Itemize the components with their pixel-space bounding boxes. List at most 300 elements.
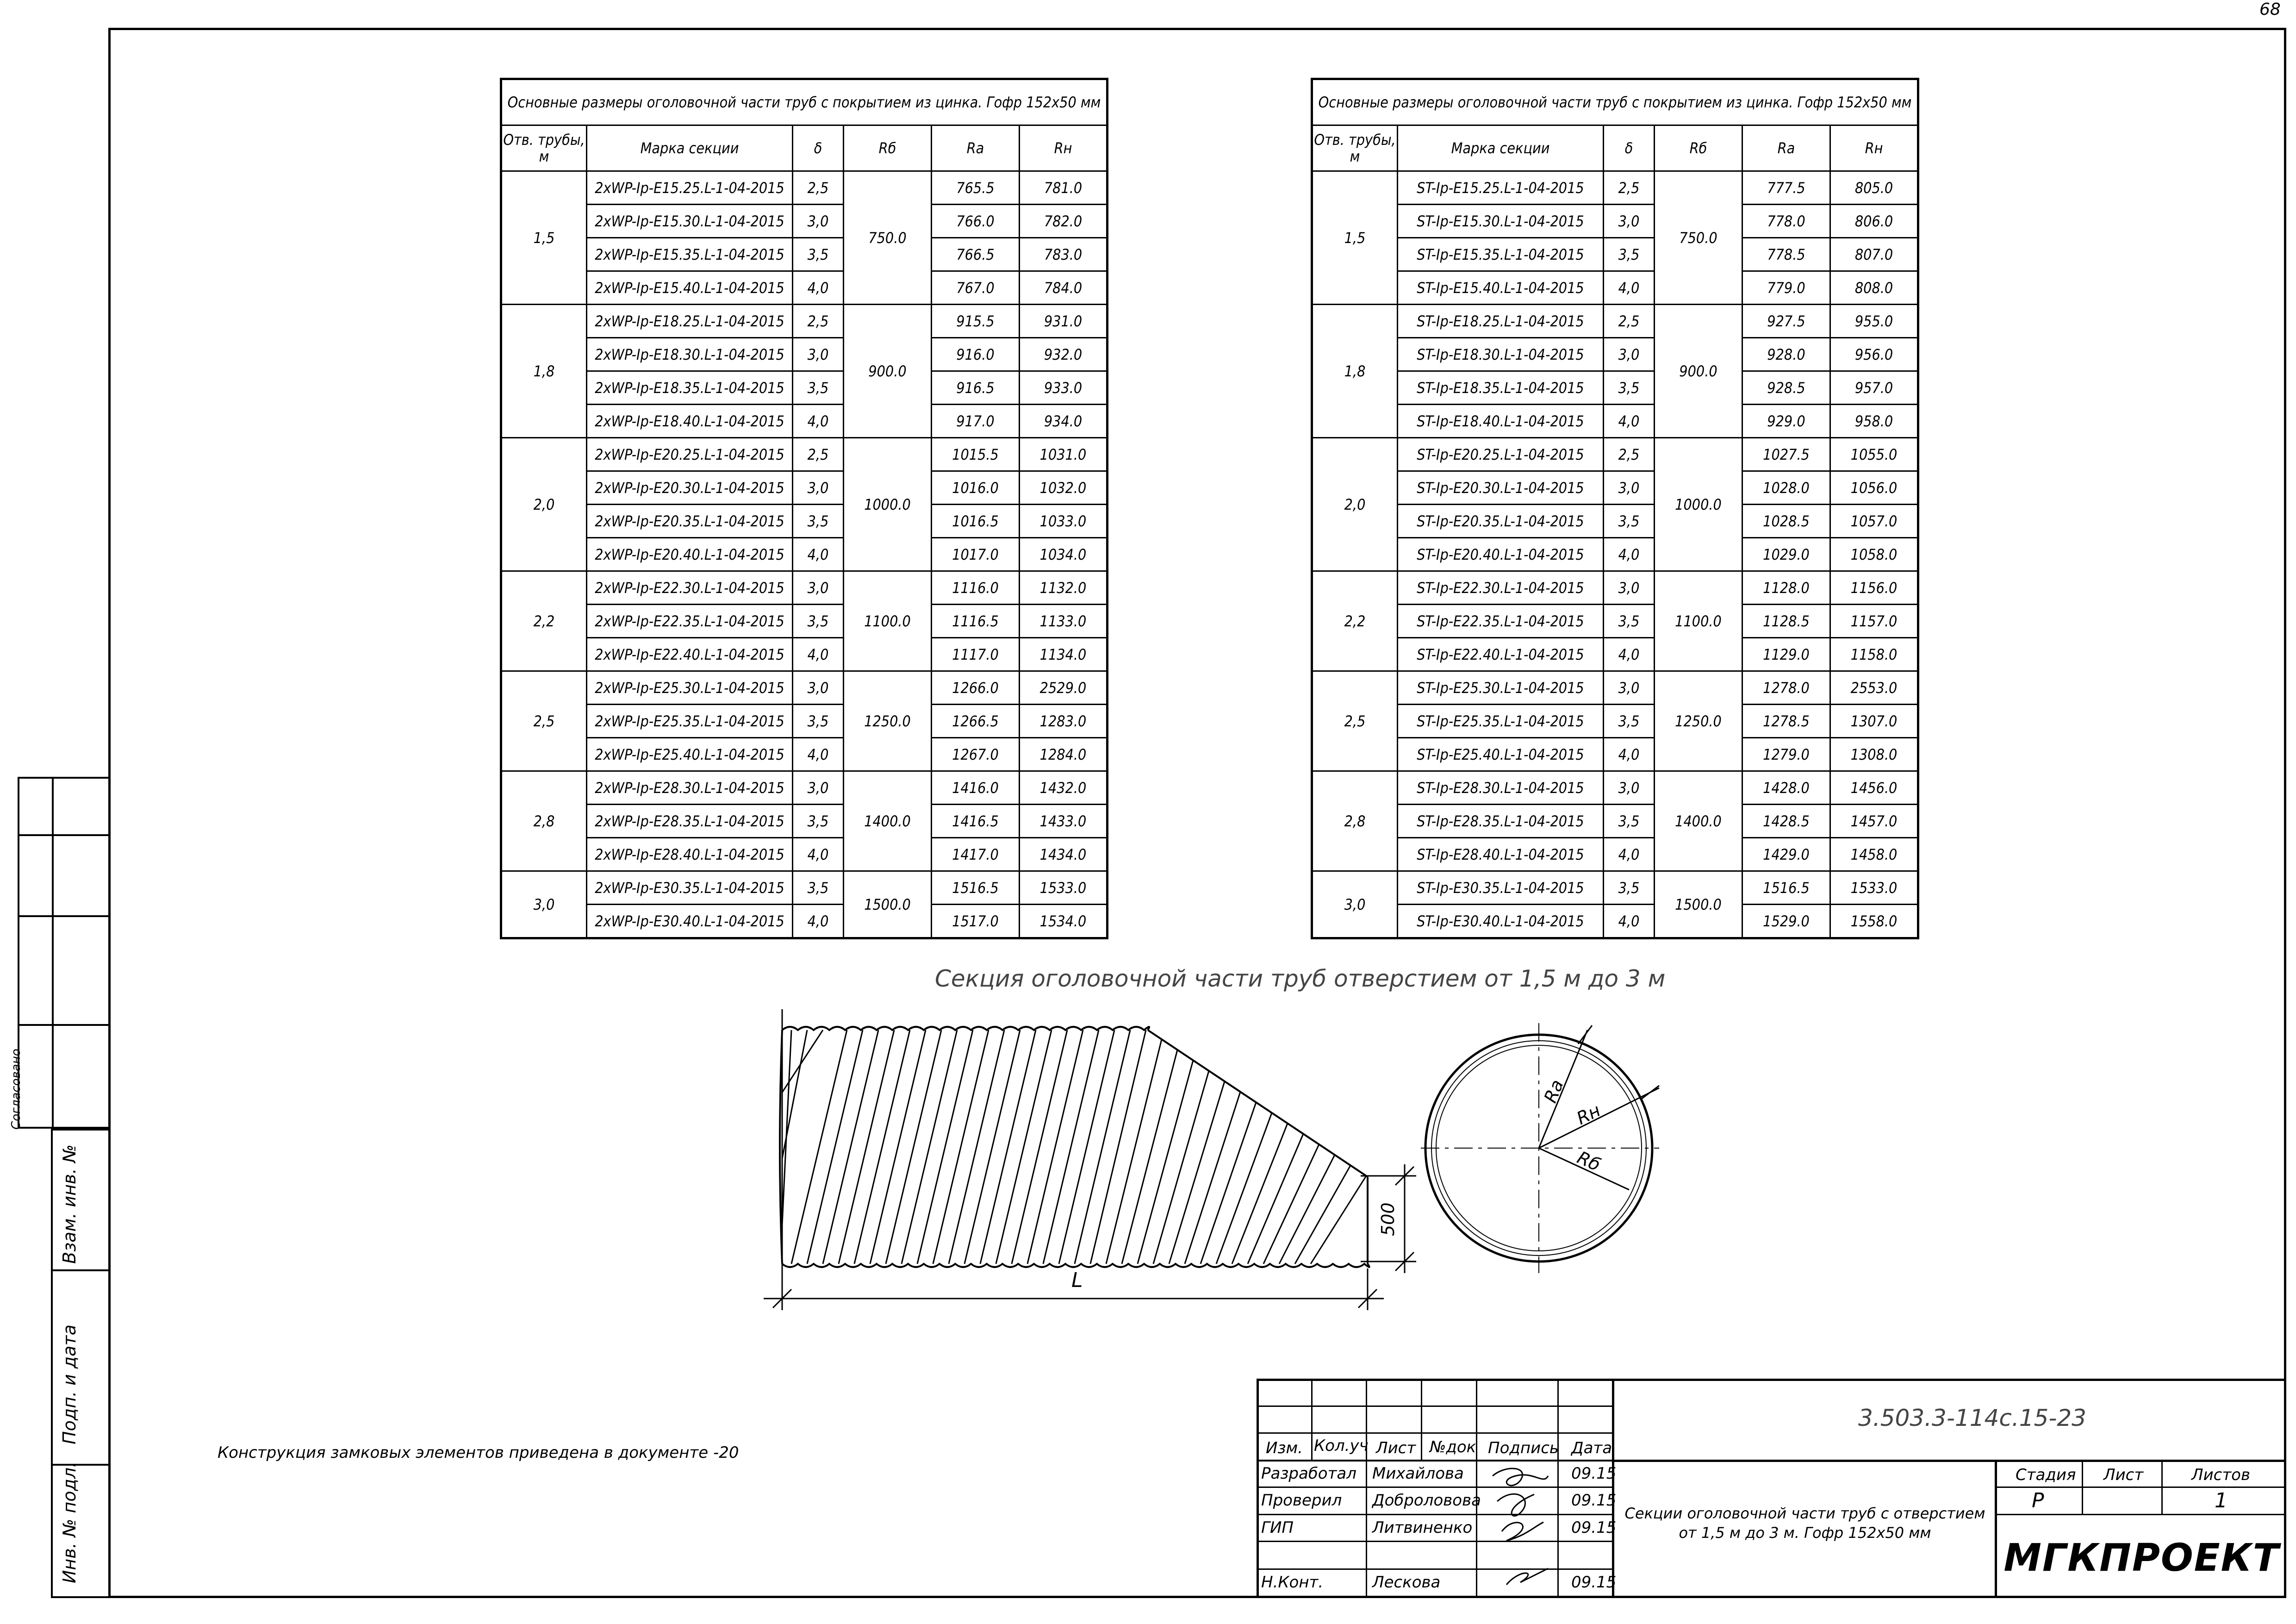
ra-cell: 1429.0 [1742, 838, 1830, 871]
ra-cell: 778.5 [1742, 238, 1830, 271]
ra-cell: 1517.0 [932, 905, 1020, 938]
table-row [501, 738, 1108, 771]
rn-cell: 783.0 [1020, 238, 1108, 271]
corrugation-line [902, 1030, 957, 1264]
thickness-cell: 3,5 [793, 805, 844, 838]
rn-cell: 932.0 [1020, 338, 1108, 371]
label-rb: Rб [1574, 1147, 1604, 1175]
ra-cell: 766.0 [932, 205, 1020, 238]
corrugation-line [1059, 1030, 1114, 1264]
section-drawing [759, 1009, 1675, 1324]
thickness-cell: 3,5 [793, 605, 844, 638]
thickness-cell: 2,5 [1604, 171, 1655, 205]
ra-cell: 916.5 [932, 371, 1020, 405]
thickness-cell: 2,5 [793, 171, 844, 205]
mark-cell: ST-Ip-E20.25.L-1-04-2015 [1398, 438, 1604, 471]
rb-cell: 750.0 [1655, 171, 1742, 305]
sheets-label: Листов [2191, 1466, 2251, 1484]
ra-cell: 1128.0 [1742, 571, 1830, 605]
ra-cell: 1016.0 [932, 471, 1020, 505]
ra-cell: 1416.5 [932, 805, 1020, 838]
rn-cell: 933.0 [1020, 371, 1108, 405]
rn-cell: 781.0 [1020, 171, 1108, 205]
spec-table-2 [1311, 78, 1919, 939]
opening-cell: 3,0 [1312, 871, 1398, 938]
mark-cell: 2xWP-Ip-E15.30.L-1-04-2015 [587, 205, 793, 238]
rb-cell: 1400.0 [1655, 771, 1742, 871]
ra-cell: 1128.5 [1742, 605, 1830, 638]
thickness-cell: 3,0 [1604, 205, 1655, 238]
ra-cell: 1029.0 [1742, 538, 1830, 571]
corrugation-line [1138, 1060, 1193, 1264]
column-header: Ra [932, 125, 1020, 171]
table-row [501, 805, 1108, 838]
corrugation-line [1169, 1081, 1225, 1264]
person-name: Литвиненко [1372, 1518, 1473, 1537]
mark-cell: ST-Ip-E20.30.L-1-04-2015 [1398, 471, 1604, 505]
mark-cell: ST-Ip-E25.30.L-1-04-2015 [1398, 671, 1604, 705]
ra-cell: 777.5 [1742, 171, 1830, 205]
thickness-cell: 3,5 [793, 705, 844, 738]
ra-cell: 779.0 [1742, 271, 1830, 305]
ra-cell: 1516.5 [932, 871, 1020, 905]
ra-cell: 1428.0 [1742, 771, 1830, 805]
label-ra: Ra [1540, 1076, 1568, 1106]
column-header: Марка секции [1398, 125, 1604, 171]
person-name: Доброловова [1372, 1491, 1481, 1510]
rn-cell: 1034.0 [1020, 538, 1108, 571]
rn-cell: 782.0 [1020, 205, 1108, 238]
column-header: Отв. трубы, м [1312, 125, 1398, 171]
rb-cell: 900.0 [1655, 305, 1742, 438]
table-row [501, 605, 1108, 638]
ra-cell: 765.5 [932, 171, 1020, 205]
length-label: L [1071, 1268, 1083, 1292]
thickness-cell: 3,5 [1604, 705, 1655, 738]
rn-cell: 2529.0 [1020, 671, 1108, 705]
opening-cell: 2,8 [501, 771, 587, 871]
ra-cell: 1027.5 [1742, 438, 1830, 471]
thickness-cell: 2,5 [793, 438, 844, 471]
hdr-podpis: Подпись [1488, 1439, 1559, 1457]
signatures [1479, 1462, 1557, 1596]
thickness-cell: 3,0 [793, 671, 844, 705]
mark-cell: ST-Ip-E15.25.L-1-04-2015 [1398, 171, 1604, 205]
sheet-label: Лист [2103, 1466, 2144, 1484]
section-bottom-edge [782, 1264, 1369, 1267]
mark-cell: ST-Ip-E18.35.L-1-04-2015 [1398, 371, 1604, 405]
table-row [1312, 738, 1918, 771]
rn-cell: 1132.0 [1020, 571, 1108, 605]
table-row [1312, 305, 1918, 338]
mark-cell: ST-Ip-E25.35.L-1-04-2015 [1398, 705, 1604, 738]
mark-cell: ST-Ip-E15.35.L-1-04-2015 [1398, 238, 1604, 271]
table-row [501, 238, 1108, 271]
rb-cell: 1250.0 [1655, 671, 1742, 771]
table-row [501, 471, 1108, 505]
opening-cell: 1,8 [501, 305, 587, 438]
corrugation-line [1185, 1092, 1240, 1264]
thickness-cell: 3,0 [1604, 771, 1655, 805]
rn-cell: 1056.0 [1830, 471, 1918, 505]
column-header: Rб [844, 125, 932, 171]
thickness-cell: 4,0 [1604, 538, 1655, 571]
table-row [501, 271, 1108, 305]
ra-cell: 916.0 [932, 338, 1020, 371]
mark-cell: ST-Ip-E28.30.L-1-04-2015 [1398, 771, 1604, 805]
thickness-cell: 3,5 [1604, 605, 1655, 638]
thickness-cell: 4,0 [1604, 838, 1655, 871]
table-row [1312, 771, 1918, 805]
mark-cell: 2xWP-Ip-E20.35.L-1-04-2015 [587, 505, 793, 538]
thickness-cell: 4,0 [793, 905, 844, 938]
rn-cell: 805.0 [1830, 171, 1918, 205]
ra-cell: 917.0 [932, 405, 1020, 438]
table-row [1312, 338, 1918, 371]
corrugation-line [782, 1030, 807, 1159]
thickness-cell: 4,0 [793, 405, 844, 438]
corrugation-line [782, 1030, 823, 1093]
opening-cell: 3,0 [501, 871, 587, 938]
table-row [1312, 505, 1918, 538]
thickness-cell: 4,0 [1604, 738, 1655, 771]
opening-cell: 2,2 [501, 571, 587, 671]
table-row [1312, 671, 1918, 705]
rn-cell: 931.0 [1020, 305, 1108, 338]
table-row [501, 705, 1108, 738]
rb-cell: 1500.0 [844, 871, 932, 938]
corrugation-line [964, 1030, 1020, 1264]
thickness-cell: 3,5 [793, 371, 844, 405]
ra-cell: 1279.0 [1742, 738, 1830, 771]
mark-cell: ST-Ip-E15.40.L-1-04-2015 [1398, 271, 1604, 305]
thickness-cell: 3,0 [793, 771, 844, 805]
rn-cell: 1133.0 [1020, 605, 1108, 638]
corrugation-line [1075, 1030, 1130, 1264]
ra-cell: 928.5 [1742, 371, 1830, 405]
thickness-cell: 3,0 [1604, 671, 1655, 705]
rn-cell: 1032.0 [1020, 471, 1108, 505]
ra-cell: 1529.0 [1742, 905, 1830, 938]
rn-cell: 1156.0 [1830, 571, 1918, 605]
table-row [1312, 838, 1918, 871]
corrugation-line [1153, 1071, 1209, 1264]
rn-cell: 1433.0 [1020, 805, 1108, 838]
mark-cell: 2xWP-Ip-E28.30.L-1-04-2015 [587, 771, 793, 805]
table-row [1312, 271, 1918, 305]
corrugation-line [1090, 1030, 1146, 1264]
ra-cell: 1116.0 [932, 571, 1020, 605]
rb-cell: 1100.0 [844, 571, 932, 671]
mark-cell: 2xWP-Ip-E18.35.L-1-04-2015 [587, 371, 793, 405]
corrugation-line [870, 1030, 926, 1264]
mark-cell: ST-Ip-E25.40.L-1-04-2015 [1398, 738, 1604, 771]
table-row [1312, 905, 1918, 938]
stage-value: Р [2032, 1489, 2044, 1512]
ra-cell: 1516.5 [1742, 871, 1830, 905]
table-row [1312, 705, 1918, 738]
ra-cell: 1028.0 [1742, 471, 1830, 505]
mark-cell: 2xWP-Ip-E18.40.L-1-04-2015 [587, 405, 793, 438]
table-row [501, 505, 1108, 538]
rb-cell: 1100.0 [1655, 571, 1742, 671]
opening-cell: 2,5 [501, 671, 587, 771]
person-role: Н.Конт. [1261, 1573, 1324, 1592]
ra-cell: 1129.0 [1742, 638, 1830, 671]
thickness-cell: 3,0 [1604, 471, 1655, 505]
ra-cell: 1278.5 [1742, 705, 1830, 738]
corrugation-line [996, 1030, 1052, 1264]
person-name: Михайлова [1372, 1464, 1464, 1483]
rn-cell: 784.0 [1020, 271, 1108, 305]
table-row [1312, 471, 1918, 505]
corrugation-line [839, 1030, 894, 1264]
height-label: 500 [1378, 1202, 1398, 1236]
table-title: Основные размеры оголовочной части труб с покрытием из цинка. Гофр 152х50 мм [501, 79, 1108, 125]
rn-cell: 1134.0 [1020, 638, 1108, 671]
rn-cell: 1457.0 [1830, 805, 1918, 838]
thickness-cell: 4,0 [793, 738, 844, 771]
ra-cell: 766.5 [932, 238, 1020, 271]
section-side-view [780, 1027, 1369, 1267]
rn-cell: 1456.0 [1830, 771, 1918, 805]
mark-cell: ST-Ip-E22.40.L-1-04-2015 [1398, 638, 1604, 671]
mark-cell: 2xWP-Ip-E15.40.L-1-04-2015 [587, 271, 793, 305]
rb-cell: 750.0 [844, 171, 932, 305]
table-row [1312, 371, 1918, 405]
corrugation-line [886, 1030, 941, 1264]
corrugation-line [1201, 1102, 1256, 1264]
ra-cell: 1017.0 [932, 538, 1020, 571]
mark-cell: 2xWP-Ip-E20.25.L-1-04-2015 [587, 438, 793, 471]
label-rn: Rн [1573, 1100, 1604, 1129]
table-row [501, 671, 1108, 705]
ra-cell: 1428.5 [1742, 805, 1830, 838]
mark-cell: ST-Ip-E22.35.L-1-04-2015 [1398, 605, 1604, 638]
ra-cell: 1266.0 [932, 671, 1020, 705]
thickness-cell: 2,5 [1604, 438, 1655, 471]
corrugation-line [1027, 1030, 1083, 1264]
column-header: Rн [1020, 125, 1108, 171]
opening-cell: 1,8 [1312, 305, 1398, 438]
corrugation-line [949, 1030, 1004, 1264]
corrugation-line [1043, 1030, 1099, 1264]
ra-cell: 1266.5 [932, 705, 1020, 738]
column-header: Rб [1655, 125, 1742, 171]
thickness-cell: 3,0 [1604, 338, 1655, 371]
table-row [1312, 171, 1918, 205]
table-row [1312, 805, 1918, 838]
rn-cell: 1458.0 [1830, 838, 1918, 871]
thickness-cell: 4,0 [793, 538, 844, 571]
table-row [1312, 205, 1918, 238]
thickness-cell: 3,5 [1604, 371, 1655, 405]
thickness-cell: 3,0 [793, 471, 844, 505]
thickness-cell: 3,5 [1604, 505, 1655, 538]
column-header: δ [1604, 125, 1655, 171]
rn-cell: 956.0 [1830, 338, 1918, 371]
table-row [1312, 538, 1918, 571]
table-row [501, 538, 1108, 571]
table-row [1312, 405, 1918, 438]
table-row [501, 438, 1108, 471]
person-role: ГИП [1261, 1518, 1294, 1537]
rn-cell: 1158.0 [1830, 638, 1918, 671]
company-logo [1999, 1536, 2284, 1580]
ra-cell: 1267.0 [932, 738, 1020, 771]
doc-code: 3.503.3-114с.15-23 [1858, 1405, 2086, 1431]
mark-cell: 2xWP-Ip-E15.35.L-1-04-2015 [587, 238, 793, 271]
thickness-cell: 3,5 [1604, 871, 1655, 905]
table-row [501, 871, 1108, 905]
rn-cell: 957.0 [1830, 371, 1918, 405]
ra-cell: 1278.0 [1742, 671, 1830, 705]
mark-cell: ST-Ip-E18.40.L-1-04-2015 [1398, 405, 1604, 438]
mark-cell: 2xWP-Ip-E20.30.L-1-04-2015 [587, 471, 793, 505]
rb-cell: 1400.0 [844, 771, 932, 871]
rn-cell: 1283.0 [1020, 705, 1108, 738]
column-header: Марка секции [587, 125, 793, 171]
sheet-title-text: Секции оголовочной части труб с отверстием от 1,5 м до 3 м. Гофр 152х50 мм [1624, 1505, 1985, 1542]
rn-cell: 955.0 [1830, 305, 1918, 338]
table-row [501, 571, 1108, 605]
thickness-cell: 3,5 [1604, 805, 1655, 838]
stage-label: Стадия [2016, 1466, 2076, 1484]
mark-cell: 2xWP-Ip-E25.40.L-1-04-2015 [587, 738, 793, 771]
mark-cell: 2xWP-Ip-E28.35.L-1-04-2015 [587, 805, 793, 838]
table-row [501, 205, 1108, 238]
company-logo-text: МГКПРОЕКТ [2004, 1536, 2280, 1580]
rb-cell: 1000.0 [1655, 438, 1742, 571]
sheet-title [1622, 1504, 1988, 1543]
ra-cell: 767.0 [932, 271, 1020, 305]
table-row [1312, 571, 1918, 605]
thickness-cell: 3,5 [793, 871, 844, 905]
ra-cell: 1015.5 [932, 438, 1020, 471]
mark-cell: 2xWP-Ip-E22.35.L-1-04-2015 [587, 605, 793, 638]
corrugation-line [854, 1030, 910, 1264]
mark-cell: 2xWP-Ip-E30.35.L-1-04-2015 [587, 871, 793, 905]
rn-cell: 1434.0 [1020, 838, 1108, 871]
table-title: Основные размеры оголовочной части труб с покрытием из цинка. Гофр 152х50 мм [1312, 79, 1918, 125]
rn-cell: 1308.0 [1830, 738, 1918, 771]
mark-cell: ST-Ip-E18.30.L-1-04-2015 [1398, 338, 1604, 371]
rn-cell: 1533.0 [1020, 871, 1108, 905]
mark-cell: 2xWP-Ip-E25.35.L-1-04-2015 [587, 705, 793, 738]
thickness-cell: 2,5 [1604, 305, 1655, 338]
rn-cell: 1534.0 [1020, 905, 1108, 938]
mark-cell: ST-Ip-E15.30.L-1-04-2015 [1398, 205, 1604, 238]
ra-cell: 1116.5 [932, 605, 1020, 638]
rn-cell: 1031.0 [1020, 438, 1108, 471]
person-role: Разработал [1261, 1464, 1356, 1483]
ra-cell: 928.0 [1742, 338, 1830, 371]
rb-cell: 1250.0 [844, 671, 932, 771]
opening-cell: 2,0 [1312, 438, 1398, 571]
table-row [1312, 605, 1918, 638]
thickness-cell: 3,0 [793, 571, 844, 605]
column-header: δ [793, 125, 844, 171]
mark-cell: 2xWP-Ip-E15.25.L-1-04-2015 [587, 171, 793, 205]
thickness-cell: 4,0 [793, 638, 844, 671]
table-row [501, 905, 1108, 938]
table-row [501, 638, 1108, 671]
opening-cell: 2,8 [1312, 771, 1398, 871]
title-block [1257, 1379, 2286, 1598]
thickness-cell: 3,0 [1604, 571, 1655, 605]
thickness-cell: 4,0 [1604, 271, 1655, 305]
rn-cell: 1057.0 [1830, 505, 1918, 538]
hdr-izm: Изм. [1266, 1439, 1303, 1457]
mark-cell: ST-Ip-E22.30.L-1-04-2015 [1398, 571, 1604, 605]
vzam-label: Взам. инв. № [59, 1144, 80, 1264]
ra-cell: 927.5 [1742, 305, 1830, 338]
person-date: 09.15 [1571, 1573, 1617, 1592]
note-text: Конструкция замковых элементов приведена в документе -20 [218, 1443, 739, 1462]
rn-cell: 1533.0 [1830, 871, 1918, 905]
rn-cell: 1284.0 [1020, 738, 1108, 771]
table-row [501, 371, 1108, 405]
rn-cell: 2553.0 [1830, 671, 1918, 705]
thickness-cell: 4,0 [1604, 638, 1655, 671]
mark-cell: ST-Ip-E18.25.L-1-04-2015 [1398, 305, 1604, 338]
mark-cell: 2xWP-Ip-E25.30.L-1-04-2015 [587, 671, 793, 705]
rn-cell: 934.0 [1020, 405, 1108, 438]
person-date: 09.15 [1571, 1491, 1617, 1510]
mark-cell: 2xWP-Ip-E22.40.L-1-04-2015 [587, 638, 793, 671]
mark-cell: 2xWP-Ip-E28.40.L-1-04-2015 [587, 838, 793, 871]
person-role: Проверил [1261, 1491, 1342, 1510]
thickness-cell: 4,0 [793, 838, 844, 871]
table-row [1312, 871, 1918, 905]
thickness-cell: 3,0 [793, 205, 844, 238]
rn-cell: 1558.0 [1830, 905, 1918, 938]
side-stamp-upper [18, 777, 110, 1129]
opening-cell: 2,0 [501, 438, 587, 571]
corrugation-line [933, 1030, 989, 1264]
section-front-view [1421, 1023, 1659, 1273]
table-row [501, 771, 1108, 805]
column-header: Ra [1742, 125, 1830, 171]
person-name: Лескова [1372, 1573, 1441, 1592]
corrugation-line [823, 1030, 878, 1264]
rn-cell: 958.0 [1830, 405, 1918, 438]
table-row [501, 338, 1108, 371]
opening-cell: 1,5 [1312, 171, 1398, 305]
corrugation-line [807, 1030, 863, 1264]
section-top-edge [782, 1027, 1149, 1030]
person-date: 09.15 [1571, 1518, 1617, 1537]
thickness-cell: 4,0 [1604, 905, 1655, 938]
mark-cell: ST-Ip-E20.40.L-1-04-2015 [1398, 538, 1604, 571]
corrugation-line [1012, 1030, 1067, 1264]
opening-cell: 2,2 [1312, 571, 1398, 671]
ra-cell: 1028.5 [1742, 505, 1830, 538]
corrugation-line [1106, 1039, 1162, 1264]
table-row [501, 838, 1108, 871]
corrugation-line [917, 1030, 973, 1264]
thickness-cell: 3,5 [793, 238, 844, 271]
podp-label: Подп. и дата [59, 1324, 80, 1444]
page-number: 68 [2259, 0, 2281, 19]
mark-cell: 2xWP-Ip-E18.25.L-1-04-2015 [587, 305, 793, 338]
rn-cell: 806.0 [1830, 205, 1918, 238]
rb-cell: 1500.0 [1655, 871, 1742, 938]
mark-cell: 2xWP-Ip-E22.30.L-1-04-2015 [587, 571, 793, 605]
inv-label: Инв. № подл. [59, 1462, 80, 1583]
hdr-ndok: №док [1430, 1438, 1476, 1456]
mark-cell: 2xWP-Ip-E20.40.L-1-04-2015 [587, 538, 793, 571]
